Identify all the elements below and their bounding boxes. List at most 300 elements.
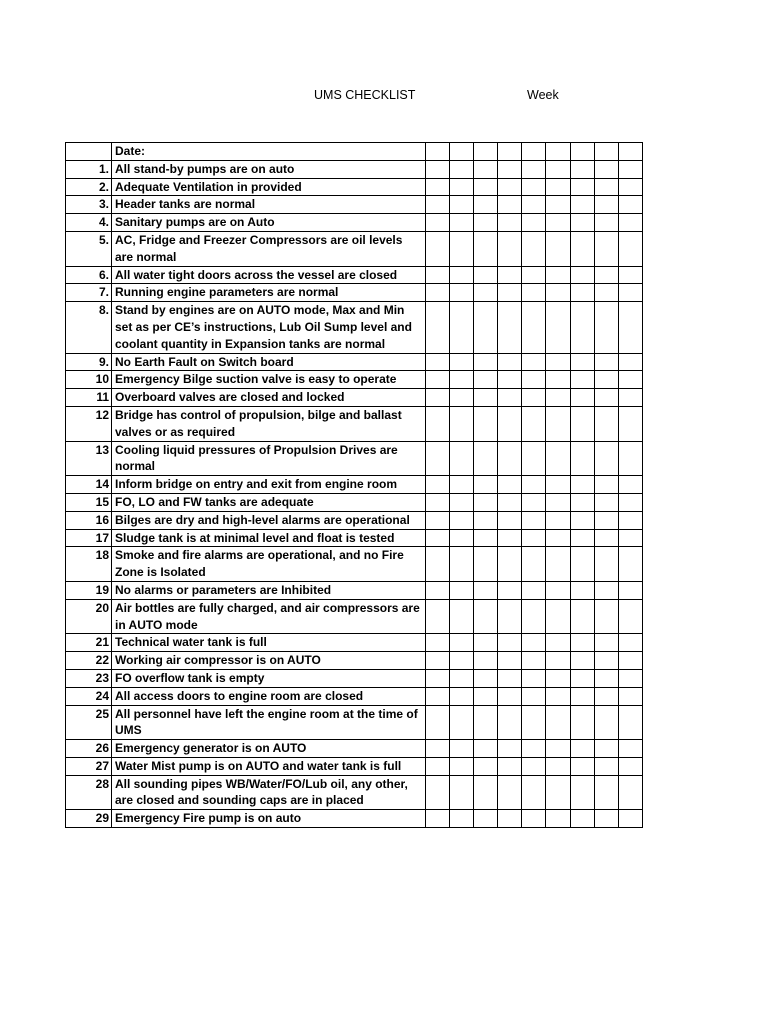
item-check-cell[interactable] bbox=[618, 284, 642, 302]
item-check-cell[interactable] bbox=[522, 371, 546, 389]
item-number: 22 bbox=[66, 652, 112, 670]
checklist-row bbox=[66, 178, 643, 196]
item-check-cell[interactable] bbox=[618, 599, 642, 634]
item-check-cell[interactable] bbox=[498, 353, 522, 371]
item-check-cell[interactable] bbox=[594, 353, 618, 371]
item-check-cell[interactable] bbox=[498, 266, 522, 284]
item-check-cell[interactable] bbox=[570, 493, 594, 511]
item-check-cell[interactable] bbox=[498, 775, 522, 810]
item-check-cell[interactable] bbox=[546, 529, 570, 547]
item-check-cell[interactable] bbox=[570, 652, 594, 670]
item-check-cell[interactable] bbox=[618, 178, 642, 196]
item-check-cell[interactable] bbox=[426, 634, 450, 652]
item-check-cell[interactable] bbox=[546, 705, 570, 740]
item-check-cell[interactable] bbox=[474, 740, 498, 758]
item-check-cell[interactable] bbox=[618, 214, 642, 232]
item-check-cell[interactable] bbox=[498, 441, 522, 476]
item-check-cell[interactable] bbox=[450, 266, 474, 284]
item-check-cell[interactable] bbox=[594, 547, 618, 582]
item-check-cell[interactable] bbox=[570, 687, 594, 705]
item-check-cell[interactable] bbox=[570, 810, 594, 828]
item-check-cell[interactable] bbox=[498, 406, 522, 441]
item-check-cell[interactable] bbox=[426, 705, 450, 740]
item-check-cell[interactable] bbox=[450, 810, 474, 828]
item-check-cell[interactable] bbox=[546, 160, 570, 178]
item-check-cell[interactable] bbox=[594, 389, 618, 407]
item-check-cell[interactable] bbox=[546, 740, 570, 758]
item-description: Cooling liquid pressures of Propulsion Drives are normal bbox=[112, 441, 426, 476]
item-check-cell[interactable] bbox=[426, 493, 450, 511]
item-check-cell[interactable] bbox=[522, 599, 546, 634]
item-check-cell[interactable] bbox=[618, 687, 642, 705]
item-check-cell[interactable] bbox=[450, 634, 474, 652]
item-check-cell[interactable] bbox=[570, 266, 594, 284]
item-check-cell[interactable] bbox=[618, 634, 642, 652]
item-check-cell[interactable] bbox=[546, 406, 570, 441]
item-check-cell[interactable] bbox=[474, 231, 498, 266]
item-check-cell[interactable] bbox=[570, 757, 594, 775]
item-number: 29 bbox=[66, 810, 112, 828]
item-check-cell[interactable] bbox=[570, 669, 594, 687]
item-check-cell[interactable] bbox=[594, 178, 618, 196]
item-check-cell[interactable] bbox=[522, 652, 546, 670]
item-check-cell[interactable] bbox=[618, 160, 642, 178]
item-check-cell[interactable] bbox=[522, 775, 546, 810]
item-check-cell[interactable] bbox=[618, 389, 642, 407]
item-check-cell[interactable] bbox=[474, 775, 498, 810]
item-check-cell[interactable] bbox=[498, 599, 522, 634]
item-description: FO overflow tank is empty bbox=[112, 669, 426, 687]
item-check-cell[interactable] bbox=[522, 196, 546, 214]
item-check-cell[interactable] bbox=[426, 757, 450, 775]
item-check-cell[interactable] bbox=[498, 214, 522, 232]
item-check-cell[interactable] bbox=[618, 581, 642, 599]
item-check-cell[interactable] bbox=[450, 284, 474, 302]
item-check-cell[interactable] bbox=[594, 231, 618, 266]
item-check-cell[interactable] bbox=[474, 581, 498, 599]
item-check-cell[interactable] bbox=[618, 740, 642, 758]
item-check-cell[interactable] bbox=[570, 511, 594, 529]
item-check-cell[interactable] bbox=[594, 687, 618, 705]
item-check-cell[interactable] bbox=[498, 302, 522, 353]
item-number: 25 bbox=[66, 705, 112, 740]
item-check-cell[interactable] bbox=[498, 547, 522, 582]
item-check-cell[interactable] bbox=[570, 441, 594, 476]
item-check-cell[interactable] bbox=[450, 705, 474, 740]
item-check-cell[interactable] bbox=[522, 266, 546, 284]
item-check-cell[interactable] bbox=[426, 581, 450, 599]
item-check-cell[interactable] bbox=[474, 687, 498, 705]
item-check-cell[interactable] bbox=[570, 371, 594, 389]
item-check-cell[interactable] bbox=[474, 371, 498, 389]
checklist-row bbox=[66, 757, 643, 775]
item-check-cell[interactable] bbox=[522, 669, 546, 687]
item-check-cell[interactable] bbox=[618, 266, 642, 284]
item-check-cell[interactable] bbox=[570, 775, 594, 810]
item-check-cell[interactable] bbox=[594, 302, 618, 353]
item-check-cell[interactable] bbox=[570, 196, 594, 214]
item-check-cell[interactable] bbox=[618, 652, 642, 670]
item-check-cell[interactable] bbox=[498, 371, 522, 389]
item-check-cell[interactable] bbox=[546, 669, 570, 687]
item-check-cell[interactable] bbox=[426, 266, 450, 284]
item-check-cell[interactable] bbox=[522, 214, 546, 232]
item-check-cell[interactable] bbox=[546, 441, 570, 476]
item-check-cell[interactable] bbox=[546, 266, 570, 284]
item-check-cell[interactable] bbox=[546, 178, 570, 196]
item-check-cell[interactable] bbox=[426, 529, 450, 547]
item-check-cell[interactable] bbox=[546, 371, 570, 389]
date-check-cell[interactable] bbox=[450, 143, 474, 161]
item-check-cell[interactable] bbox=[474, 406, 498, 441]
item-check-cell[interactable] bbox=[594, 493, 618, 511]
date-check-cell[interactable] bbox=[594, 143, 618, 161]
item-check-cell[interactable] bbox=[450, 687, 474, 705]
item-check-cell[interactable] bbox=[474, 652, 498, 670]
item-check-cell[interactable] bbox=[618, 441, 642, 476]
item-check-cell[interactable] bbox=[426, 669, 450, 687]
item-check-cell[interactable] bbox=[546, 284, 570, 302]
item-check-cell[interactable] bbox=[570, 740, 594, 758]
item-check-cell[interactable] bbox=[498, 493, 522, 511]
item-check-cell[interactable] bbox=[594, 775, 618, 810]
item-number: 16 bbox=[66, 511, 112, 529]
item-number: 4. bbox=[66, 214, 112, 232]
item-check-cell[interactable] bbox=[450, 581, 474, 599]
item-check-cell[interactable] bbox=[450, 669, 474, 687]
item-check-cell[interactable] bbox=[450, 302, 474, 353]
item-check-cell[interactable] bbox=[426, 441, 450, 476]
item-check-cell[interactable] bbox=[618, 493, 642, 511]
item-check-cell[interactable] bbox=[570, 302, 594, 353]
item-check-cell[interactable] bbox=[498, 652, 522, 670]
item-check-cell[interactable] bbox=[498, 529, 522, 547]
item-check-cell[interactable] bbox=[450, 389, 474, 407]
item-check-cell[interactable] bbox=[618, 810, 642, 828]
item-check-cell[interactable] bbox=[426, 178, 450, 196]
item-check-cell[interactable] bbox=[570, 581, 594, 599]
item-check-cell[interactable] bbox=[450, 353, 474, 371]
item-description: Header tanks are normal bbox=[112, 196, 426, 214]
item-check-cell[interactable] bbox=[474, 441, 498, 476]
item-check-cell[interactable] bbox=[618, 511, 642, 529]
item-check-cell[interactable] bbox=[594, 441, 618, 476]
item-check-cell[interactable] bbox=[594, 529, 618, 547]
item-check-cell[interactable] bbox=[450, 178, 474, 196]
item-check-cell[interactable] bbox=[594, 371, 618, 389]
item-description: Inform bridge on entry and exit from engine room bbox=[112, 476, 426, 494]
item-check-cell[interactable] bbox=[618, 196, 642, 214]
item-check-cell[interactable] bbox=[426, 599, 450, 634]
item-check-cell[interactable] bbox=[426, 196, 450, 214]
item-check-cell[interactable] bbox=[426, 214, 450, 232]
item-check-cell[interactable] bbox=[522, 302, 546, 353]
item-check-cell[interactable] bbox=[450, 511, 474, 529]
item-check-cell[interactable] bbox=[426, 687, 450, 705]
checklist-row bbox=[66, 687, 643, 705]
item-check-cell[interactable] bbox=[546, 511, 570, 529]
date-check-cell[interactable] bbox=[498, 143, 522, 161]
date-check-cell[interactable] bbox=[522, 143, 546, 161]
item-check-cell[interactable] bbox=[426, 160, 450, 178]
checklist-row bbox=[66, 353, 643, 371]
item-check-cell[interactable] bbox=[570, 214, 594, 232]
item-check-cell[interactable] bbox=[498, 178, 522, 196]
item-check-cell[interactable] bbox=[498, 160, 522, 178]
item-check-cell[interactable] bbox=[522, 493, 546, 511]
item-check-cell[interactable] bbox=[474, 266, 498, 284]
item-check-cell[interactable] bbox=[546, 581, 570, 599]
item-check-cell[interactable] bbox=[546, 389, 570, 407]
item-check-cell[interactable] bbox=[546, 687, 570, 705]
item-check-cell[interactable] bbox=[522, 810, 546, 828]
item-check-cell[interactable] bbox=[594, 196, 618, 214]
item-check-cell[interactable] bbox=[546, 652, 570, 670]
item-check-cell[interactable] bbox=[522, 353, 546, 371]
item-check-cell[interactable] bbox=[522, 476, 546, 494]
item-check-cell[interactable] bbox=[426, 389, 450, 407]
item-check-cell[interactable] bbox=[450, 476, 474, 494]
item-check-cell[interactable] bbox=[474, 476, 498, 494]
item-check-cell[interactable] bbox=[474, 284, 498, 302]
item-check-cell[interactable] bbox=[426, 740, 450, 758]
item-check-cell[interactable] bbox=[570, 231, 594, 266]
item-check-cell[interactable] bbox=[546, 196, 570, 214]
item-number: 19 bbox=[66, 581, 112, 599]
checklist-row bbox=[66, 740, 643, 758]
item-check-cell[interactable] bbox=[546, 476, 570, 494]
item-check-cell[interactable] bbox=[594, 669, 618, 687]
item-check-cell[interactable] bbox=[426, 284, 450, 302]
item-check-cell[interactable] bbox=[426, 511, 450, 529]
item-check-cell[interactable] bbox=[522, 581, 546, 599]
item-check-cell[interactable] bbox=[570, 406, 594, 441]
item-check-cell[interactable] bbox=[474, 547, 498, 582]
item-check-cell[interactable] bbox=[522, 178, 546, 196]
week-label: Week bbox=[527, 88, 559, 102]
item-check-cell[interactable] bbox=[594, 406, 618, 441]
item-check-cell[interactable] bbox=[522, 284, 546, 302]
item-check-cell[interactable] bbox=[546, 599, 570, 634]
item-check-cell[interactable] bbox=[618, 231, 642, 266]
item-check-cell[interactable] bbox=[474, 634, 498, 652]
item-check-cell[interactable] bbox=[570, 529, 594, 547]
item-check-cell[interactable] bbox=[594, 705, 618, 740]
item-check-cell[interactable] bbox=[450, 652, 474, 670]
item-number: 15 bbox=[66, 493, 112, 511]
date-check-cell[interactable] bbox=[474, 143, 498, 161]
item-check-cell[interactable] bbox=[474, 178, 498, 196]
item-check-cell[interactable] bbox=[498, 284, 522, 302]
item-check-cell[interactable] bbox=[426, 231, 450, 266]
item-check-cell[interactable] bbox=[450, 214, 474, 232]
item-check-cell[interactable] bbox=[426, 476, 450, 494]
item-check-cell[interactable] bbox=[426, 652, 450, 670]
item-check-cell[interactable] bbox=[450, 529, 474, 547]
item-check-cell[interactable] bbox=[474, 511, 498, 529]
item-description: Working air compressor is on AUTO bbox=[112, 652, 426, 670]
item-number: 23 bbox=[66, 669, 112, 687]
checklist-row bbox=[66, 371, 643, 389]
item-check-cell[interactable] bbox=[522, 634, 546, 652]
item-check-cell[interactable] bbox=[522, 529, 546, 547]
item-check-cell[interactable] bbox=[498, 705, 522, 740]
item-check-cell[interactable] bbox=[450, 406, 474, 441]
item-check-cell[interactable] bbox=[426, 406, 450, 441]
item-number: 27 bbox=[66, 757, 112, 775]
checklist-row bbox=[66, 493, 643, 511]
item-check-cell[interactable] bbox=[570, 160, 594, 178]
item-check-cell[interactable] bbox=[594, 652, 618, 670]
item-check-cell[interactable] bbox=[426, 371, 450, 389]
item-check-cell[interactable] bbox=[570, 599, 594, 634]
item-check-cell[interactable] bbox=[546, 353, 570, 371]
item-check-cell[interactable] bbox=[474, 705, 498, 740]
item-check-cell[interactable] bbox=[618, 775, 642, 810]
item-check-cell[interactable] bbox=[426, 302, 450, 353]
item-check-cell[interactable] bbox=[522, 511, 546, 529]
item-check-cell[interactable] bbox=[474, 389, 498, 407]
item-check-cell[interactable] bbox=[594, 599, 618, 634]
item-check-cell[interactable] bbox=[594, 160, 618, 178]
item-check-cell[interactable] bbox=[522, 231, 546, 266]
item-check-cell[interactable] bbox=[546, 775, 570, 810]
item-check-cell[interactable] bbox=[498, 669, 522, 687]
item-check-cell[interactable] bbox=[522, 705, 546, 740]
item-check-cell[interactable] bbox=[618, 406, 642, 441]
date-check-cell[interactable] bbox=[426, 143, 450, 161]
item-check-cell[interactable] bbox=[498, 810, 522, 828]
item-check-cell[interactable] bbox=[546, 634, 570, 652]
item-check-cell[interactable] bbox=[570, 547, 594, 582]
item-description: AC, Fridge and Freezer Compressors are oil levels are normal bbox=[112, 231, 426, 266]
item-check-cell[interactable] bbox=[426, 810, 450, 828]
item-check-cell[interactable] bbox=[594, 810, 618, 828]
item-check-cell[interactable] bbox=[618, 371, 642, 389]
item-check-cell[interactable] bbox=[498, 740, 522, 758]
item-check-cell[interactable] bbox=[570, 353, 594, 371]
item-check-cell[interactable] bbox=[450, 599, 474, 634]
item-check-cell[interactable] bbox=[450, 493, 474, 511]
item-check-cell[interactable] bbox=[546, 493, 570, 511]
item-check-cell[interactable] bbox=[498, 231, 522, 266]
item-check-cell[interactable] bbox=[450, 441, 474, 476]
item-check-cell[interactable] bbox=[474, 160, 498, 178]
item-check-cell[interactable] bbox=[498, 196, 522, 214]
item-check-cell[interactable] bbox=[618, 757, 642, 775]
date-check-cell[interactable] bbox=[570, 143, 594, 161]
item-check-cell[interactable] bbox=[594, 511, 618, 529]
item-check-cell[interactable] bbox=[450, 547, 474, 582]
item-check-cell[interactable] bbox=[450, 196, 474, 214]
item-check-cell[interactable] bbox=[618, 705, 642, 740]
item-check-cell[interactable] bbox=[426, 547, 450, 582]
item-check-cell[interactable] bbox=[546, 810, 570, 828]
item-check-cell[interactable] bbox=[618, 669, 642, 687]
item-check-cell[interactable] bbox=[570, 476, 594, 494]
item-check-cell[interactable] bbox=[426, 353, 450, 371]
item-check-cell[interactable] bbox=[546, 547, 570, 582]
item-check-cell[interactable] bbox=[522, 757, 546, 775]
item-check-cell[interactable] bbox=[498, 757, 522, 775]
item-check-cell[interactable] bbox=[594, 214, 618, 232]
item-check-cell[interactable] bbox=[570, 634, 594, 652]
item-check-cell[interactable] bbox=[594, 757, 618, 775]
item-check-cell[interactable] bbox=[474, 757, 498, 775]
item-check-cell[interactable] bbox=[594, 634, 618, 652]
item-check-cell[interactable] bbox=[570, 389, 594, 407]
item-check-cell[interactable] bbox=[522, 687, 546, 705]
item-check-cell[interactable] bbox=[498, 476, 522, 494]
item-check-cell[interactable] bbox=[450, 160, 474, 178]
item-check-cell[interactable] bbox=[618, 353, 642, 371]
item-check-cell[interactable] bbox=[618, 302, 642, 353]
item-check-cell[interactable] bbox=[522, 160, 546, 178]
item-check-cell[interactable] bbox=[498, 511, 522, 529]
item-check-cell[interactable] bbox=[522, 389, 546, 407]
item-number: 14 bbox=[66, 476, 112, 494]
item-check-cell[interactable] bbox=[474, 196, 498, 214]
item-check-cell[interactable] bbox=[474, 529, 498, 547]
item-check-cell[interactable] bbox=[498, 389, 522, 407]
item-number: 24 bbox=[66, 687, 112, 705]
item-check-cell[interactable] bbox=[618, 529, 642, 547]
item-check-cell[interactable] bbox=[474, 302, 498, 353]
item-check-cell[interactable] bbox=[570, 284, 594, 302]
item-check-cell[interactable] bbox=[474, 669, 498, 687]
item-check-cell[interactable] bbox=[498, 634, 522, 652]
item-check-cell[interactable] bbox=[474, 599, 498, 634]
item-number: 7. bbox=[66, 284, 112, 302]
item-check-cell[interactable] bbox=[474, 493, 498, 511]
item-check-cell[interactable] bbox=[522, 547, 546, 582]
item-check-cell[interactable] bbox=[570, 705, 594, 740]
item-check-cell[interactable] bbox=[450, 775, 474, 810]
item-check-cell[interactable] bbox=[522, 406, 546, 441]
item-check-cell[interactable] bbox=[594, 740, 618, 758]
item-check-cell[interactable] bbox=[546, 757, 570, 775]
item-check-cell[interactable] bbox=[450, 231, 474, 266]
item-check-cell[interactable] bbox=[498, 687, 522, 705]
item-check-cell[interactable] bbox=[474, 214, 498, 232]
item-check-cell[interactable] bbox=[450, 371, 474, 389]
item-check-cell[interactable] bbox=[618, 476, 642, 494]
item-check-cell[interactable] bbox=[450, 757, 474, 775]
item-check-cell[interactable] bbox=[474, 353, 498, 371]
item-check-cell[interactable] bbox=[498, 581, 522, 599]
item-check-cell[interactable] bbox=[450, 740, 474, 758]
item-description: No alarms or parameters are Inhibited bbox=[112, 581, 426, 599]
item-check-cell[interactable] bbox=[426, 775, 450, 810]
item-check-cell[interactable] bbox=[474, 810, 498, 828]
item-check-cell[interactable] bbox=[546, 302, 570, 353]
item-check-cell[interactable] bbox=[522, 441, 546, 476]
item-number: 13 bbox=[66, 441, 112, 476]
item-check-cell[interactable] bbox=[618, 547, 642, 582]
checklist-row bbox=[66, 775, 643, 810]
item-description: All sounding pipes WB/Water/FO/Lub oil, any other, are closed and sounding caps are in placed bbox=[112, 775, 426, 810]
item-check-cell[interactable] bbox=[594, 581, 618, 599]
item-check-cell[interactable] bbox=[594, 266, 618, 284]
item-check-cell[interactable] bbox=[570, 178, 594, 196]
date-check-cell[interactable] bbox=[618, 143, 642, 161]
item-check-cell[interactable] bbox=[594, 284, 618, 302]
item-check-cell[interactable] bbox=[594, 476, 618, 494]
item-check-cell[interactable] bbox=[546, 231, 570, 266]
item-check-cell[interactable] bbox=[546, 214, 570, 232]
item-check-cell[interactable] bbox=[522, 740, 546, 758]
date-check-cell[interactable] bbox=[546, 143, 570, 161]
